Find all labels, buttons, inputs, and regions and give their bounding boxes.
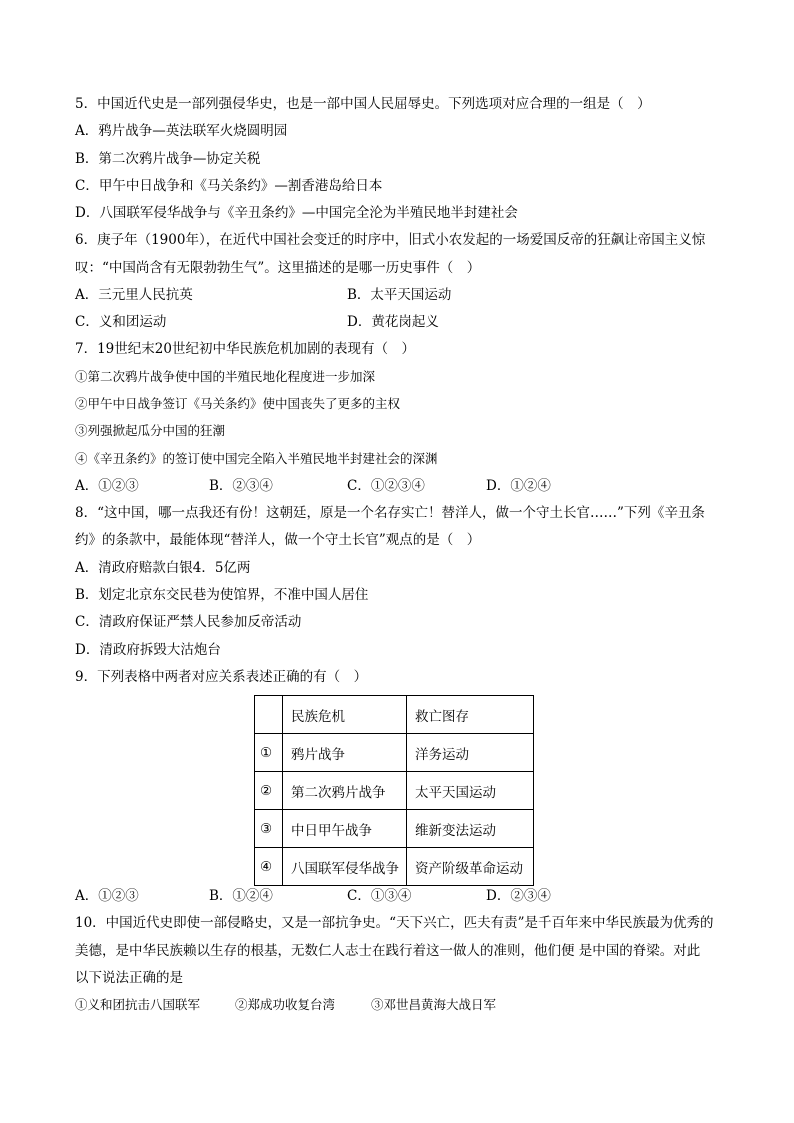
- question-10-stem-line-2: 美德，是中华民族赖以生存的根基，无数仁人志士在践行着这一做人的准则，他们便 是中国的脊梁。对此: [75, 943, 701, 959]
- question-5-option-d: D．八国联军侵华战争与《辛丑条约》—中国完全沦为半殖民地半封建社会: [75, 205, 518, 221]
- question-9-option-d: D．②③④: [486, 888, 551, 904]
- question-7-item-4: ④《辛丑条约》的签订使中国完全陷入半殖民地半封建社会的深渊: [75, 451, 438, 466]
- question-9-table: [254, 695, 534, 886]
- question-7-option-c: C．①②③④: [347, 478, 425, 494]
- table-header-cell: [255, 696, 283, 734]
- question-8-option-b: B．划定北京东交民巷为使馆界，不准中国人居住: [75, 587, 369, 603]
- table-cell: 第二次鸦片战争: [283, 772, 407, 810]
- table-cell: ①: [255, 734, 283, 772]
- table-cell: 鸦片战争: [283, 734, 407, 772]
- question-10-stem-line-1: 10．中国近代史即使一部侵略史，又是一部抗争史。“天下兴亡，匹夫有责”是千百年来中华民族最为优秀的: [75, 915, 714, 931]
- question-9-option-a: A．①②③: [75, 888, 139, 904]
- question-10-stem-line-3: 以下说法正确的是: [75, 970, 183, 986]
- question-6-option-a: A．三元里人民抗英: [75, 287, 193, 303]
- question-10-item-2: ②郑成功收复台湾: [235, 997, 336, 1012]
- table-cell: 洋务运动: [407, 734, 534, 772]
- table-cell: 维新变法运动: [407, 810, 534, 848]
- question-6-stem-line-2: 叹：“中国尚含有无限勃勃生气”。这里描述的是哪一历史事件（ ）: [75, 260, 481, 276]
- question-9-option-b: B．①②④: [209, 888, 273, 904]
- question-10-item-1: ①义和团抗击八国联军: [75, 997, 201, 1012]
- question-9-option-c: C．①③④: [347, 888, 412, 904]
- question-10-item-3: ③邓世昌黄海大战日军: [371, 997, 497, 1012]
- table-row: [255, 734, 534, 772]
- question-6-stem-line-1: 6．庚子年（1900年），在近代中国社会变迁的时序中，旧式小农发起的一场爱国反帝的狂飙让帝国主义惊: [75, 232, 706, 248]
- question-6-option-d: D．黄花岗起义: [347, 314, 439, 330]
- question-7-item-3: ③列强掀起瓜分中国的狂潮: [75, 423, 226, 438]
- question-8-option-a: A．清政府赔款白银4．5亿两: [75, 560, 251, 576]
- question-6-options-row-1: [75, 286, 452, 304]
- question-5-option-b: B．第二次鸦片战争—协定关税: [75, 151, 261, 167]
- table-cell: 太平天国运动: [407, 772, 534, 810]
- question-6-options-row-2: [75, 313, 439, 331]
- table-cell: 八国联军侵华战争: [283, 848, 407, 886]
- table-header-cell: 救亡图存: [407, 696, 534, 734]
- table-cell: ③: [255, 810, 283, 848]
- question-7-item-2: ②甲午中日战争签订《马关条约》使中国丧失了更多的主权: [75, 396, 401, 411]
- table-cell: 资产阶级革命运动: [407, 848, 534, 886]
- table-cell: 中日甲午战争: [283, 810, 407, 848]
- table-cell: ②: [255, 772, 283, 810]
- question-5-option-c: C．甲午中日战争和《马关条约》—割香港岛给日本: [75, 178, 383, 194]
- question-5-option-a: A．鸦片战争—英法联军火烧圆明园: [75, 123, 288, 139]
- question-7-item-1: ①第二次鸦片战争使中国的半殖民地化程度进一步加深: [75, 369, 376, 384]
- question-5-stem: 5．中国近代史是一部列强侵华史，也是一部中国人民屈辱史。下列选项对应合理的一组是（ ）: [75, 96, 651, 112]
- question-7-option-d: D．①②④: [486, 478, 551, 494]
- question-7-stem: 7．19世纪末20世纪初中华民族危机加剧的表现有（ ）: [75, 341, 415, 357]
- table-row: [255, 810, 534, 848]
- question-8-stem-line-1: 8．“这中国，哪一点我还有份！这朝廷，原是一个名存实亡！替洋人，做一个守土长官……”下列《辛丑条: [75, 505, 705, 521]
- question-7-option-b: B．②③④: [209, 478, 273, 494]
- question-9-stem: 9．下列表格中两者对应关系表述正确的有（ ）: [75, 669, 368, 685]
- question-8-option-c: C．清政府保证严禁人民参加反帝活动: [75, 614, 302, 630]
- question-7-option-a: A．①②③: [75, 478, 139, 494]
- question-8-stem-line-2: 约》的条款中，最能体现“替洋人，做一个守土长官”观点的是（ ）: [75, 532, 481, 548]
- table-header-row: [255, 696, 534, 734]
- table-row: [255, 848, 534, 886]
- table-row: [255, 772, 534, 810]
- table-cell: ④: [255, 848, 283, 886]
- question-6-option-c: C．义和团运动: [75, 314, 167, 330]
- question-8-option-d: D．清政府拆毁大沽炮台: [75, 642, 221, 658]
- table-header-cell: 民族危机: [283, 696, 407, 734]
- question-6-option-b: B．太平天国运动: [347, 287, 452, 303]
